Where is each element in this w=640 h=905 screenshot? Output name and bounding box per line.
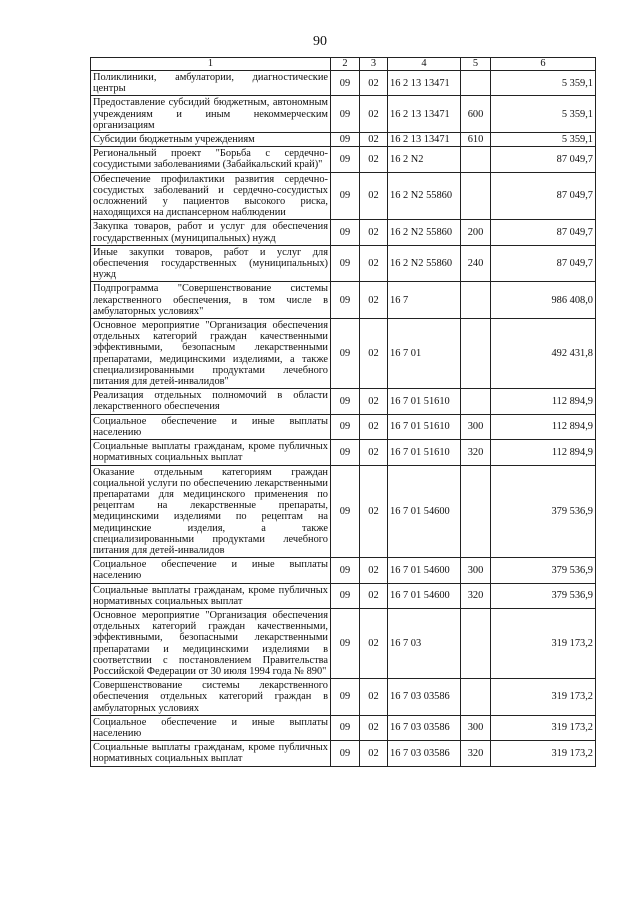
- row-amount: 319 173,2: [491, 608, 596, 678]
- table-row: [91, 608, 596, 678]
- table-row: [91, 414, 596, 439]
- table-row: [91, 147, 596, 172]
- row-subsection: 02: [360, 583, 388, 608]
- row-amount: 492 431,8: [491, 319, 596, 389]
- row-target-code: 16 7 03 03586: [388, 715, 461, 740]
- row-target-code: 16 2 13 13471: [388, 71, 461, 96]
- table-row: [91, 389, 596, 414]
- table-row: [91, 583, 596, 608]
- row-expense-type: 320: [461, 440, 491, 465]
- table-body: [91, 71, 596, 767]
- row-expense-type: 600: [461, 96, 491, 133]
- row-section: 09: [331, 583, 360, 608]
- row-name: Подпрограмма "Совершенствование системы лекарственного обеспечения, в том числе в амбулаторных условиях": [91, 282, 331, 319]
- row-name: Закупка товаров, работ и услуг для обеспечения государственных (муниципальных) нужд: [91, 220, 331, 245]
- row-target-code: 16 2 N2 55860: [388, 245, 461, 282]
- row-expense-type: [461, 282, 491, 319]
- row-amount: 112 894,9: [491, 440, 596, 465]
- row-amount: 87 049,7: [491, 245, 596, 282]
- table-row: [91, 282, 596, 319]
- table-row: [91, 172, 596, 220]
- header-col-4: 4: [388, 58, 461, 71]
- header-col-6: 6: [491, 58, 596, 71]
- row-name: Иные закупки товаров, работ и услуг для обеспечения государственных (муниципальных) нужд: [91, 245, 331, 282]
- row-subsection: 02: [360, 465, 388, 558]
- row-name: Реализация отдельных полномочий в области лекарственного обеспечения: [91, 389, 331, 414]
- table-row: [91, 465, 596, 558]
- row-name: Оказание отдельным категориям граждан социальной услуги по обеспечению лекарственными препаратами для медицинского применения по рецептам на лекарственные препараты, медицинскими изделиями по рецептам на медицинские изделия, а также специализированными продуктами лечебного питания для детей-инвалидов: [91, 465, 331, 558]
- row-subsection: 02: [360, 133, 388, 147]
- row-name: Совершенствование системы лекарственного обеспечения отдельных категорий граждан в амбулаторных условиях: [91, 679, 331, 716]
- row-expense-type: [461, 71, 491, 96]
- row-amount: 5 359,1: [491, 133, 596, 147]
- row-subsection: 02: [360, 245, 388, 282]
- row-target-code: 16 2 13 13471: [388, 133, 461, 147]
- row-expense-type: [461, 172, 491, 220]
- row-expense-type: [461, 319, 491, 389]
- row-section: 09: [331, 715, 360, 740]
- row-amount: 319 173,2: [491, 715, 596, 740]
- row-amount: 5 359,1: [491, 71, 596, 96]
- row-subsection: 02: [360, 147, 388, 172]
- row-amount: 87 049,7: [491, 220, 596, 245]
- row-amount: 986 408,0: [491, 282, 596, 319]
- row-expense-type: 300: [461, 414, 491, 439]
- row-subsection: 02: [360, 679, 388, 716]
- row-subsection: 02: [360, 389, 388, 414]
- row-target-code: 16 2 N2 55860: [388, 220, 461, 245]
- row-section: 09: [331, 71, 360, 96]
- row-subsection: 02: [360, 414, 388, 439]
- row-subsection: 02: [360, 608, 388, 678]
- row-subsection: 02: [360, 741, 388, 766]
- row-amount: 319 173,2: [491, 679, 596, 716]
- row-expense-type: 300: [461, 558, 491, 583]
- row-subsection: 02: [360, 172, 388, 220]
- row-name: Обеспечение профилактики развития сердечно-сосудистых заболеваний и сердечно-сосудистых осложнений у пациентов высокого риска, находящихся на диспансерном наблюдении: [91, 172, 331, 220]
- row-name: Поликлиники, амбулатории, диагностические центры: [91, 71, 331, 96]
- row-subsection: 02: [360, 558, 388, 583]
- row-expense-type: 320: [461, 741, 491, 766]
- row-section: 09: [331, 282, 360, 319]
- table-row: [91, 71, 596, 96]
- row-section: 09: [331, 245, 360, 282]
- row-amount: 379 536,9: [491, 465, 596, 558]
- row-target-code: 16 7 01: [388, 319, 461, 389]
- table-row: [91, 96, 596, 133]
- row-section: 09: [331, 133, 360, 147]
- row-amount: 87 049,7: [491, 147, 596, 172]
- row-name: Предоставление субсидий бюджетным, автономным учреждениям и иным некоммерческим организациям: [91, 96, 331, 133]
- row-name: Социальные выплаты гражданам, кроме публичных нормативных социальных выплат: [91, 741, 331, 766]
- row-amount: 379 536,9: [491, 558, 596, 583]
- row-expense-type: [461, 465, 491, 558]
- row-section: 09: [331, 414, 360, 439]
- row-target-code: 16 2 13 13471: [388, 96, 461, 133]
- row-target-code: 16 7 03 03586: [388, 679, 461, 716]
- header-col-3: 3: [360, 58, 388, 71]
- row-expense-type: [461, 389, 491, 414]
- row-section: 09: [331, 389, 360, 414]
- row-name: Социальные выплаты гражданам, кроме публичных нормативных социальных выплат: [91, 583, 331, 608]
- row-expense-type: 320: [461, 583, 491, 608]
- row-subsection: 02: [360, 71, 388, 96]
- row-section: 09: [331, 147, 360, 172]
- header-col-2: 2: [331, 58, 360, 71]
- row-amount: 112 894,9: [491, 389, 596, 414]
- row-target-code: 16 7 03 03586: [388, 741, 461, 766]
- row-expense-type: [461, 679, 491, 716]
- row-subsection: 02: [360, 440, 388, 465]
- row-target-code: 16 7 01 51610: [388, 414, 461, 439]
- row-target-code: 16 7 01 54600: [388, 583, 461, 608]
- row-section: 09: [331, 741, 360, 766]
- row-target-code: 16 7 01 54600: [388, 465, 461, 558]
- budget-table: [90, 57, 596, 767]
- table-row: [91, 558, 596, 583]
- row-amount: 5 359,1: [491, 96, 596, 133]
- row-amount: 87 049,7: [491, 172, 596, 220]
- row-section: 09: [331, 172, 360, 220]
- row-section: 09: [331, 465, 360, 558]
- row-subsection: 02: [360, 319, 388, 389]
- row-subsection: 02: [360, 715, 388, 740]
- row-expense-type: [461, 147, 491, 172]
- row-target-code: 16 7: [388, 282, 461, 319]
- header-col-5: 5: [461, 58, 491, 71]
- row-amount: 112 894,9: [491, 414, 596, 439]
- row-expense-type: 610: [461, 133, 491, 147]
- row-target-code: 16 7 01 51610: [388, 389, 461, 414]
- table-row: [91, 245, 596, 282]
- table-header-row: [91, 58, 596, 71]
- table-row: [91, 133, 596, 147]
- table-row: [91, 319, 596, 389]
- row-name: Региональный проект "Борьба с сердечно-сосудистыми заболеваниями (Забайкальский край)": [91, 147, 331, 172]
- table-row: [91, 741, 596, 766]
- row-section: 09: [331, 558, 360, 583]
- row-section: 09: [331, 440, 360, 465]
- row-target-code: 16 2 N2 55860: [388, 172, 461, 220]
- row-target-code: 16 7 01 54600: [388, 558, 461, 583]
- row-expense-type: 200: [461, 220, 491, 245]
- row-subsection: 02: [360, 96, 388, 133]
- row-expense-type: 240: [461, 245, 491, 282]
- row-amount: 379 536,9: [491, 583, 596, 608]
- row-name: Субсидии бюджетным учреждениям: [91, 133, 331, 147]
- row-name: Социальное обеспечение и иные выплаты населению: [91, 414, 331, 439]
- table-row: [91, 220, 596, 245]
- table-row: [91, 715, 596, 740]
- row-name: Социальные выплаты гражданам, кроме публичных нормативных социальных выплат: [91, 440, 331, 465]
- row-expense-type: 300: [461, 715, 491, 740]
- row-amount: 319 173,2: [491, 741, 596, 766]
- table-row: [91, 679, 596, 716]
- row-name: Социальное обеспечение и иные выплаты населению: [91, 558, 331, 583]
- header-col-1: 1: [91, 58, 331, 71]
- row-section: 09: [331, 608, 360, 678]
- page-number: 90: [313, 34, 327, 49]
- row-subsection: 02: [360, 282, 388, 319]
- row-name: Социальное обеспечение и иные выплаты населению: [91, 715, 331, 740]
- row-target-code: 16 7 03: [388, 608, 461, 678]
- row-name: Основное мероприятие "Организация обеспечения отдельных категорий граждан качественными эффективными, безопасным лекарственными препаратами, медицинскими изделиями, а также специализированными продуктами лечебного питания для детей-инвалидов": [91, 319, 331, 389]
- row-subsection: 02: [360, 220, 388, 245]
- row-section: 09: [331, 679, 360, 716]
- row-target-code: 16 7 01 51610: [388, 440, 461, 465]
- table-row: [91, 440, 596, 465]
- row-section: 09: [331, 96, 360, 133]
- row-section: 09: [331, 319, 360, 389]
- row-target-code: 16 2 N2: [388, 147, 461, 172]
- row-section: 09: [331, 220, 360, 245]
- row-name: Основное мероприятие "Организация обеспечения отдельных категорий граждан качественными, эффективными, безопасными лекарственными препаратами и медицинскими изделиями в соответствии с постановлением Правительства Российской Федерации от 30 июля 1994 года № 890": [91, 608, 331, 678]
- row-expense-type: [461, 608, 491, 678]
